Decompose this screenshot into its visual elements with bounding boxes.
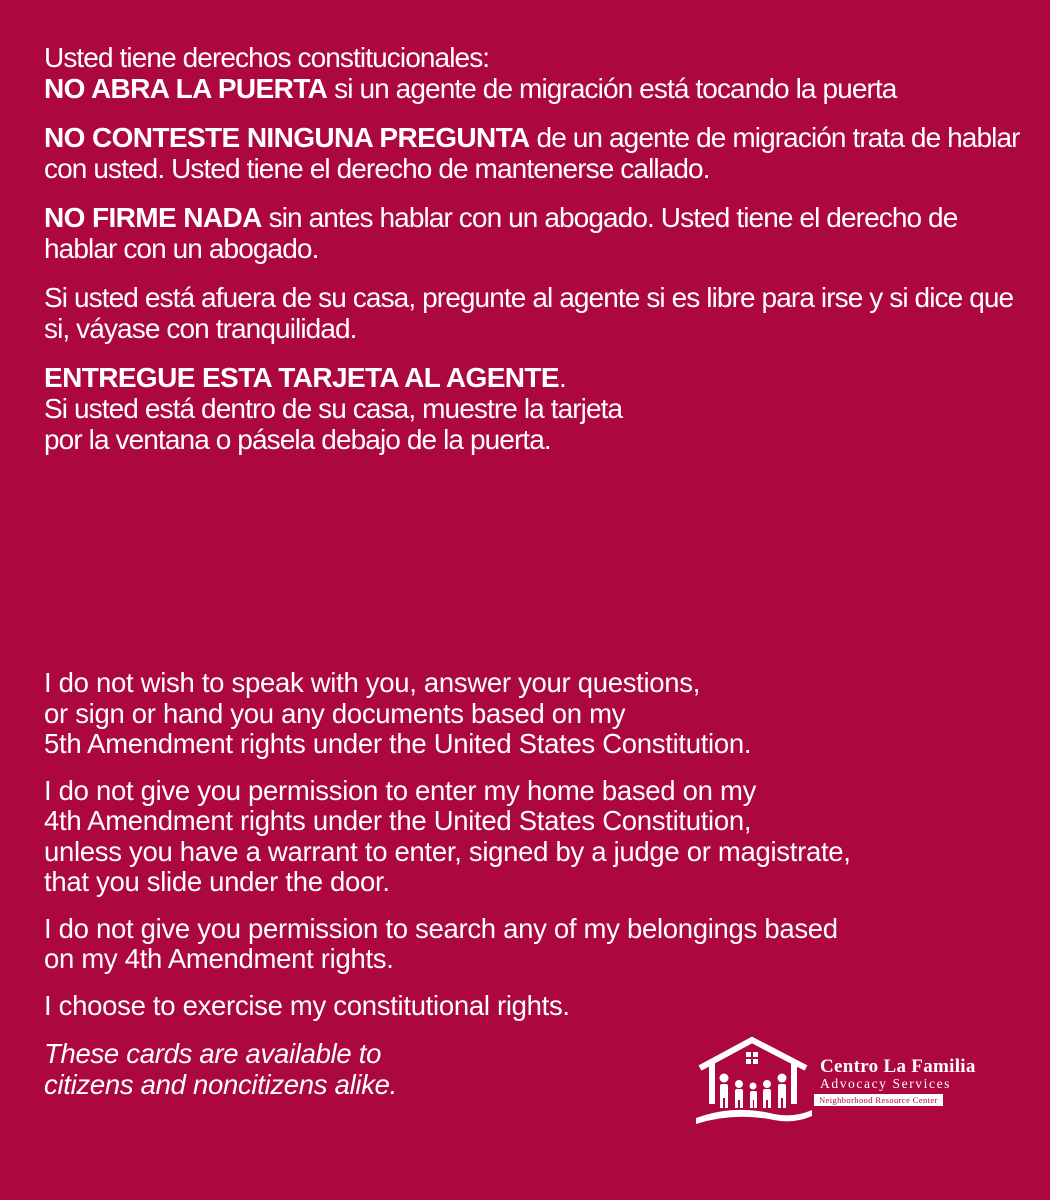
house-family-icon [694, 1034, 814, 1130]
centro-la-familia-logo [694, 1034, 1014, 1130]
english-exercise-rights: I choose to exercise my constitutional rights. [44, 989, 570, 1021]
spanish-right-door-text: si un agente de migración está tocando la puerta [327, 73, 897, 104]
english-p2-line-3: unless you have a warrant to enter, signed by a judge or magistrate, [44, 835, 851, 867]
spanish-right-door-bold: NO ABRA LA PUERTA [44, 73, 328, 104]
spanish-rights-section [44, 42, 1029, 455]
availability-note-line-2: citizens and noncitizens alike. [44, 1068, 397, 1100]
english-p3-line-2: on my 4th Amendment rights. [44, 943, 394, 974]
english-fifth-amendment [44, 668, 1034, 760]
spanish-card-instruction-bold: ENTREGUE ESTA TARJETA AL AGENTE [44, 362, 559, 393]
availability-note [44, 1039, 514, 1100]
spanish-right-sign-bold: NO FIRME NADA [44, 202, 262, 233]
english-p1-line-1: I do not wish to speak with you, answer your questions, [44, 667, 701, 698]
spanish-intro: Usted tiene derechos constitucionales: [44, 42, 490, 73]
english-fourth-amendment-home [44, 776, 1034, 898]
spanish-right-silence-bold: NO CONTESTE NINGUNA PREGUNTA [44, 122, 530, 153]
logo-name: Centro La Familia [820, 1056, 976, 1077]
english-p2-line-4: that you slide under the door. [44, 866, 390, 897]
spanish-right-silence-text: de un agente de migración trata de hablar con usted. Usted tiene el derecho de mantenerse callado. [44, 122, 1020, 184]
spanish-card-line-1: Si usted está dentro de su casa, muestre la tarjeta [44, 393, 623, 424]
spanish-right-silence [44, 122, 1029, 184]
spanish-right-leave: Si usted está afuera de su casa, pregunte al agente si es libre para irse y si dice que si, váyase con tranquilidad. [44, 282, 1014, 344]
spanish-right-sign [44, 202, 1029, 264]
spanish-card-line-2: por la ventana o pásela debajo de la puerta. [44, 424, 551, 455]
english-fourth-amendment-search [44, 914, 1034, 975]
logo-subtitle: Advocacy Services [820, 1076, 952, 1091]
english-p2-line-1: I do not give you permission to enter my home based on my [44, 774, 757, 806]
english-p2-line-2: 4th Amendment rights under the United States Constitution, [44, 805, 752, 836]
spanish-card-instruction [44, 362, 1029, 455]
english-p3-line-1: I do not give you permission to search any of my belongings based [44, 912, 838, 944]
english-p1-line-2: or sign or hand you any documents based on my [44, 697, 626, 729]
spanish-right-sign-text: sin antes hablar con un abogado. Usted tiene el derecho de hablar con un abogado. [44, 202, 958, 264]
logo-tagline: Neighborhood Resource Center [814, 1094, 943, 1106]
availability-note-line-1: These cards are available to [44, 1038, 382, 1069]
spanish-right-door [44, 73, 1029, 104]
english-p1-line-3: 5th Amendment rights under the United States Constitution. [44, 728, 752, 759]
spanish-card-instruction-period: . [559, 362, 566, 393]
